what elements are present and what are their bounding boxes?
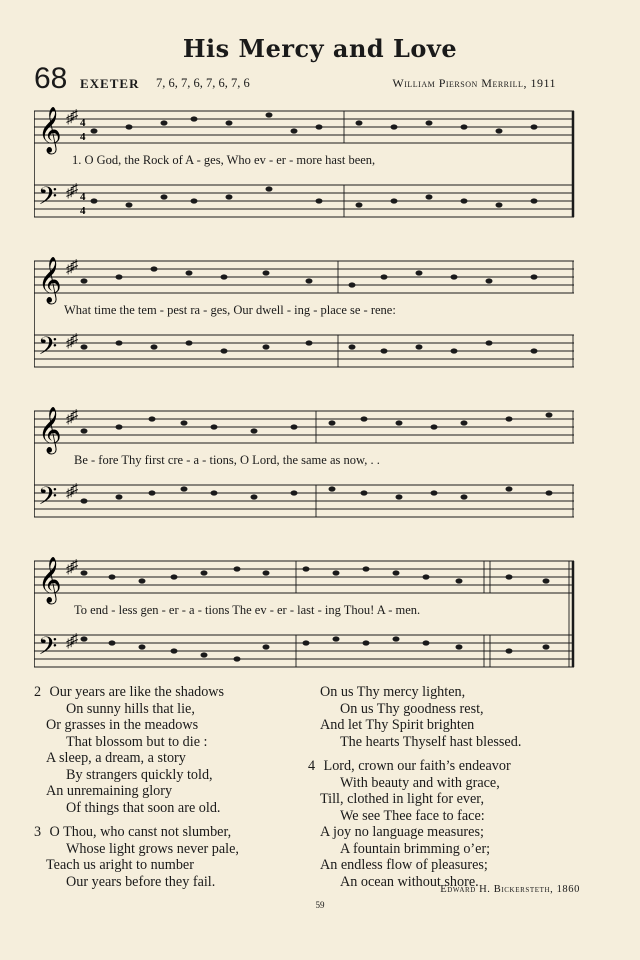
svg-text:♯: ♯ xyxy=(71,558,78,573)
svg-text:♯: ♯ xyxy=(66,186,73,201)
composer-credit: William Pierson Merrill, 1911 xyxy=(392,76,556,90)
svg-text:♯: ♯ xyxy=(66,486,73,501)
svg-text:4: 4 xyxy=(80,191,86,203)
svg-text:♯: ♯ xyxy=(71,632,78,647)
lyric-line-3: Be - fore Thy first cre - a - tions, O Lord, the same as now, . . xyxy=(74,453,380,467)
svg-text:♯: ♯ xyxy=(66,412,73,427)
svg-text:♯: ♯ xyxy=(71,482,78,497)
music-system-1 xyxy=(34,95,579,235)
lyric-line-4: To end - less gen - er - a - tions The ev - er - last - ing Thou! A - men. xyxy=(74,603,421,617)
verse-line: An ocean without shore. xyxy=(340,873,479,890)
lyric-line-1: 1. O God, the Rock of A - ges, Who ev - er - more hast been, xyxy=(72,153,376,167)
svg-text:♯: ♯ xyxy=(71,108,78,123)
verse-line: On sunny hills that lie, xyxy=(66,700,195,717)
svg-text:♯: ♯ xyxy=(71,332,78,347)
verse-line: The hearts Thyself hast blessed. xyxy=(340,733,522,750)
verse-number: 4 xyxy=(308,758,316,774)
verse-3-continued xyxy=(320,684,521,750)
svg-text:4: 4 xyxy=(80,117,86,129)
verse-line: Lord, crown our faith’s endeavor xyxy=(323,758,511,774)
verse-line: Till, clothed in light for ever, xyxy=(320,791,485,807)
verse-3 xyxy=(34,824,239,890)
svg-text:♯: ♯ xyxy=(71,258,78,273)
verse-line: We see Thee face to face: xyxy=(340,807,485,824)
verse-line: Or grasses in the meadows xyxy=(46,717,199,733)
svg-text:♯: ♯ xyxy=(66,562,73,577)
bass-clef-icon: 𝄢 xyxy=(38,183,58,216)
verse-line: An endless flow of pleasures; xyxy=(320,857,488,873)
lyric-line-2: What time the tem - pest ra - ges, Our dwell - ing - place se - rene: xyxy=(64,303,396,317)
verse-4 xyxy=(308,758,521,890)
verse-line: Teach us aright to number xyxy=(46,857,194,873)
tune-name: EXETER xyxy=(80,76,140,91)
music-system-2 xyxy=(34,245,579,385)
verse-line: Our years are like the shadows xyxy=(49,684,225,700)
verse-line: And let Thy Spirit brighten xyxy=(320,717,475,733)
verse-line: An unremaining glory xyxy=(46,783,173,799)
treble-clef-icon: 𝄞 xyxy=(38,257,62,302)
svg-text:♯: ♯ xyxy=(66,336,73,351)
bass-clef-icon: 𝄢 xyxy=(38,333,58,366)
music-system-4 xyxy=(34,545,579,685)
verse-line: O Thou, who canst not slumber, xyxy=(49,824,232,840)
treble-clef-icon: 𝄞 xyxy=(38,107,62,152)
meter: 7, 6, 7, 6, 7, 6, 7, 6 xyxy=(156,76,250,90)
verse-line: That blossom but to die : xyxy=(66,733,208,750)
verse-line: With beauty and with grace, xyxy=(340,774,500,791)
page-number: 59 xyxy=(315,900,325,910)
verse-number: 2 xyxy=(34,684,42,700)
verse-line: A joy no language measures; xyxy=(320,824,484,840)
svg-text:♯: ♯ xyxy=(71,182,78,197)
hymn-number: 68 xyxy=(34,62,68,95)
verses-right-column xyxy=(308,684,522,890)
bass-clef-icon: 𝄢 xyxy=(38,483,58,516)
svg-text:♯: ♯ xyxy=(66,112,73,127)
verse-line: Our years before they fail. xyxy=(66,873,216,890)
verse-line: Whose light grows never pale, xyxy=(66,840,239,857)
verse-line: A fountain brimming o’er; xyxy=(340,840,491,857)
treble-clef-icon: 𝄞 xyxy=(38,557,62,602)
verse-2 xyxy=(34,684,239,816)
verse-line: Of things that soon are old. xyxy=(66,799,221,816)
music-system-3 xyxy=(34,395,579,535)
svg-text:♯: ♯ xyxy=(66,636,73,651)
svg-text:4: 4 xyxy=(80,205,86,217)
svg-text:♯: ♯ xyxy=(71,408,78,423)
author-credit: Edward H. Bickersteth, 1860 xyxy=(440,884,580,895)
hymn-title: His Mercy and Love xyxy=(182,34,458,63)
svg-text:♯: ♯ xyxy=(66,262,73,277)
verse-line: On us Thy mercy lighten, xyxy=(320,684,466,700)
verse-number: 3 xyxy=(34,824,42,840)
verse-line: A sleep, a dream, a story xyxy=(46,750,186,766)
verse-line: By strangers quickly told, xyxy=(66,766,213,783)
verses-left-column xyxy=(34,684,239,890)
treble-clef-icon: 𝄞 xyxy=(38,407,62,452)
bass-clef-icon: 𝄢 xyxy=(38,633,58,666)
svg-text:4: 4 xyxy=(80,131,86,143)
verse-line: On us Thy goodness rest, xyxy=(340,700,484,717)
